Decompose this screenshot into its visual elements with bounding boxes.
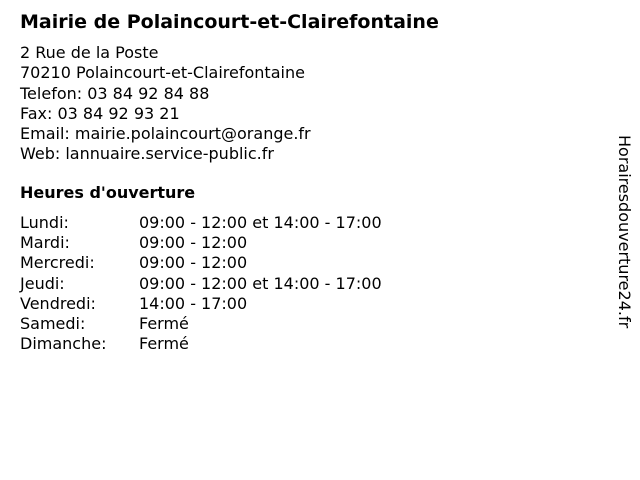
fax-text: Fax: 03 84 92 93 21 xyxy=(20,103,180,123)
hours-day: Mardi: xyxy=(20,233,70,253)
address-street: 2 Rue de la Poste xyxy=(20,43,159,62)
hours-heading: Heures d'ouverture xyxy=(20,183,196,202)
hours-day: Dimanche: xyxy=(20,334,107,354)
hours-day: Lundi: xyxy=(20,213,69,232)
hours-day: Samedi: xyxy=(20,313,86,333)
hours-time: Fermé xyxy=(139,334,189,354)
hours-time: 14:00 - 17:00 xyxy=(139,293,248,313)
hours-time: 09:00 - 12:00 et 14:00 - 17:00 xyxy=(139,273,382,293)
site-watermark: Horairesdouverture24.fr xyxy=(615,135,634,329)
address-block xyxy=(20,43,311,165)
address-city: 70210 Polaincourt-et-Clairefontaine xyxy=(20,63,305,83)
hours-day: Vendredi: xyxy=(20,293,96,313)
phone-text: Telefon: 03 84 92 84 88 xyxy=(20,83,210,103)
hours-day: Mercredi: xyxy=(20,253,95,273)
hours-time: 09:00 - 12:00 et 14:00 - 17:00 xyxy=(139,213,382,232)
hours-time: 09:00 - 12:00 xyxy=(139,233,248,253)
web-text: Web: lannuaire.service-public.fr xyxy=(20,144,274,164)
hours-time: Fermé xyxy=(139,313,189,333)
hours-time: 09:00 - 12:00 xyxy=(139,253,248,273)
email-text: Email: mairie.polaincourt@orange.fr xyxy=(20,124,311,144)
hours-day: Jeudi: xyxy=(20,273,65,293)
page-title: Mairie de Polaincourt-et-Clairefontaine xyxy=(20,11,439,33)
